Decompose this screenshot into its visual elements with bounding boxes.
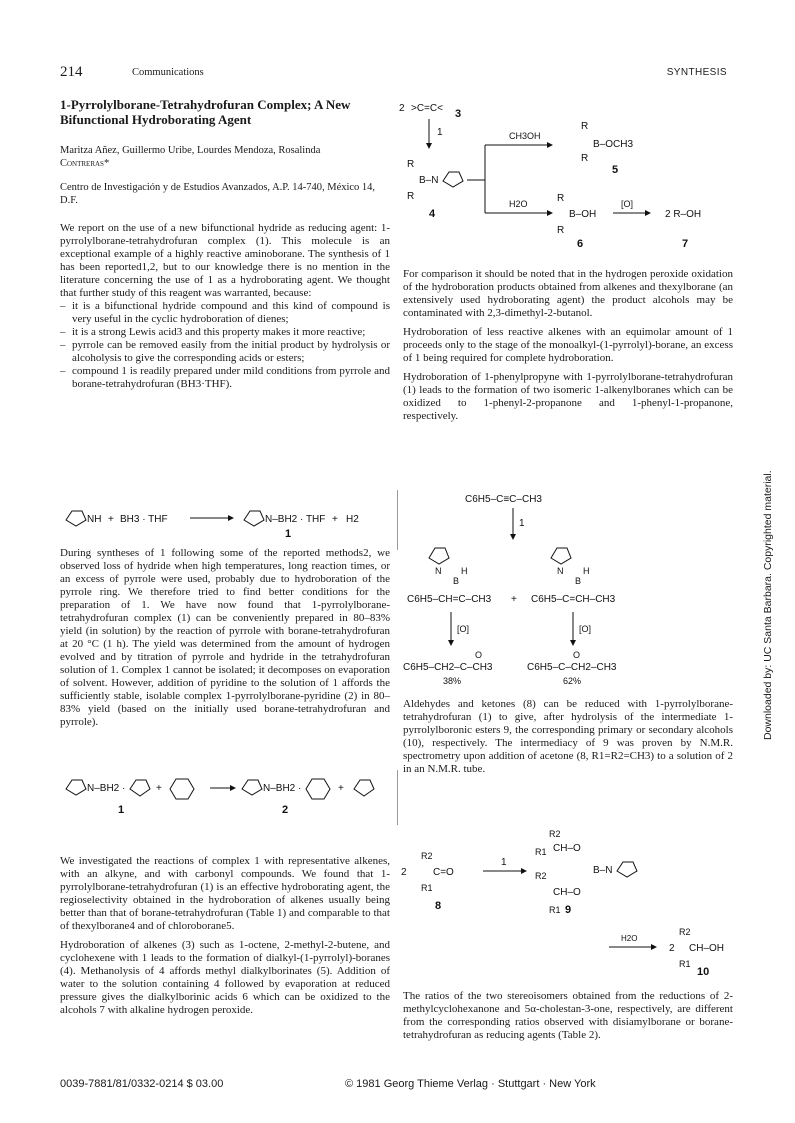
scheme-carbonyl-reduction xyxy=(397,825,737,985)
list-item: – it is a bifunctional hydride compound and this kind of compound is very useful in the cyclic hydroboration of dienes; xyxy=(60,300,390,325)
reagent-label: [O] xyxy=(621,199,634,209)
arrow-head-icon xyxy=(645,210,651,216)
bn-group: B–N xyxy=(593,865,613,876)
r2-group: R2 xyxy=(421,851,433,861)
article-title: 1-Pyrrolylborane-Tetrahydrofuran Complex; A New Bifunctional Hydroborating Agent xyxy=(60,97,351,127)
arrow-head-icon xyxy=(228,515,234,521)
r-group: R xyxy=(407,159,415,170)
plus-sign: + xyxy=(108,514,114,525)
author-line: Contreras* xyxy=(60,158,110,169)
r-group: R xyxy=(557,193,565,204)
reactant-1: N–BH2 · xyxy=(87,783,126,794)
list-item: – pyrrole can be removed easily from the initial product by hydrolysis or alcoholysis to give the corresponding acids or esters; xyxy=(60,339,390,364)
paragraph: Hydroboration of less reactive alkenes with an equimolar amount of 1 proceeds only to the stage of the monoalkyl-(1-pyrrolyl)-borane, an excess of 1 being required for complete hydroboration. xyxy=(403,326,733,364)
author-list xyxy=(60,144,390,170)
page-number: 214 xyxy=(60,64,83,80)
r-group: R xyxy=(581,121,589,132)
pyrrole-ring-icon xyxy=(242,780,262,795)
bn-group: B–N xyxy=(419,175,439,186)
reagent-nh: NH xyxy=(87,514,102,525)
r2-group: R2 xyxy=(549,829,561,839)
r2-group: R2 xyxy=(679,927,691,937)
r2-group: R2 xyxy=(535,871,547,881)
download-watermark: Downloaded by: UC Santa Barbara. Copyrighted material. xyxy=(762,470,774,740)
plus-sign: + xyxy=(338,783,344,794)
journal-name: SYNTHESIS xyxy=(666,67,727,78)
alkenylborane-2: C6H5–C=CH–CH3 xyxy=(531,594,616,605)
ketone-1: C6H5–CH2–C–CH3 xyxy=(403,662,493,673)
compound-label: 1 xyxy=(118,804,125,816)
r-group: R xyxy=(581,153,589,164)
list-item: – compound 1 is readily prepared under mild conditions from pyrrole and borane-tetrahydrofuran (BH3·THF). xyxy=(60,365,390,390)
pyridine-ring-icon xyxy=(306,779,330,799)
plus-sign: + xyxy=(156,783,162,794)
compound-label: 10 xyxy=(697,966,710,978)
alkenylborane-1: C6H5–CH=C–CH3 xyxy=(407,594,492,605)
reagent-label: [O] xyxy=(579,624,592,634)
ketone-2: C6H5–C–CH2–CH3 xyxy=(527,662,617,673)
paragraph: Hydroboration of alkenes (3) such as 1-octene, 2-methyl-2-butene, and cyclohexene with 1 leads to the formation of dialkyl-(1-pyrrolyl)-boranes (4). Methanolysis of 4 affords methyl dialkylborinates (5). Addition of water to the solution containing 4 followed by evaporation at reduced pressure gives the dialkylborinic acids 6 which can be oxidized to the alcohols 7 with alkaline hydrogen peroxide. xyxy=(60,939,390,1016)
pyrrole-ring-icon xyxy=(617,862,637,877)
plus-sign: + xyxy=(332,514,338,525)
compound-label: 3 xyxy=(455,108,462,120)
intro-block xyxy=(60,222,390,391)
intro-paragraph: We report on the use of a new bifunctional hydride as reducing agent: 1-pyrrolylborane-tetrahydrofuran complex (1). This molecule is an exceptional example of a highly reactive aminoborane. The synthesis of 1 has been reported1,2, but to our knowledge there is no mention in the literature concerning the use of 1 as a hydroborating agent. We thought that further study of this reagent was warranted, because: xyxy=(60,222,390,299)
publisher-line: © 1981 Georg Thieme Verlag · Stuttgart · New York xyxy=(345,1078,596,1090)
reagent-label: 1 xyxy=(437,127,443,138)
reagent-label: [O] xyxy=(457,624,470,634)
affiliation: Centro de Investigación y de Estudios Avanzados, A.P. 14-740, México 14, D.F. xyxy=(60,182,376,206)
atom-h: H xyxy=(461,566,468,576)
product-2: N–BH2 · xyxy=(263,783,302,794)
compound-label: 2 xyxy=(282,804,289,816)
compound-label: 8 xyxy=(435,900,442,912)
section-name: Communications xyxy=(132,67,204,78)
atom-n: N xyxy=(557,566,564,576)
bullet-text: it is a bifunctional hydride compound and this kind of compound is very useful in the cyclic hydroboration of dienes; xyxy=(72,300,390,325)
text-block xyxy=(403,990,733,1042)
atom-b: B xyxy=(453,576,460,586)
pyridine-ring-icon xyxy=(170,779,194,799)
arrow-head-icon xyxy=(547,210,553,216)
hydrogen-gas: H2 xyxy=(346,514,359,525)
reagent-label: H2O xyxy=(621,934,638,943)
bullet-text: compound 1 is readily prepared under mild conditions from pyrrole and borane-tetrahydrofuran (BH3·THF). xyxy=(72,365,390,390)
compound-label: 7 xyxy=(682,238,689,250)
arrow-head-icon xyxy=(510,534,516,540)
arrow-head-icon xyxy=(230,785,236,791)
pyrrole-ring-icon xyxy=(244,511,264,526)
yield-1: 38% xyxy=(443,676,462,685)
bullet-text: it is a strong Lewis acid3 and this property makes it more reactive; xyxy=(72,326,366,338)
compound-label: 5 xyxy=(612,164,619,176)
column-divider xyxy=(397,490,398,550)
alkyne-formula: C6H5–C≡C–CH3 xyxy=(465,494,542,505)
paragraph: Hydroboration of 1-phenylpropyne with 1-pyrrolylborane-tetrahydrofuran (1) leads to the formation of two isomeric 1-alkenylboranes which can be oxidized to 1-phenyl-2-propanone and 1-phenyl-1-propanone, respectively. xyxy=(403,371,733,422)
reagent-bh3: BH3 · THF xyxy=(120,514,168,525)
product-5: B–OCH3 xyxy=(593,139,634,150)
product-6: B–OH xyxy=(569,209,597,220)
r-group: R xyxy=(557,225,565,236)
alcohol-product: CH–OH xyxy=(689,943,725,954)
compound-label: 1 xyxy=(285,528,292,540)
r-group: R xyxy=(407,191,415,202)
reagent-label: 1 xyxy=(501,857,507,868)
author-line: Maritza Añez, Guillermo Uribe, Lourdes Mendoza, Rosalinda xyxy=(60,145,321,156)
r1-group: R1 xyxy=(421,883,433,893)
pyrrole-ring-icon xyxy=(66,511,86,526)
scheme-pyrrole-borane xyxy=(60,500,390,540)
text-block xyxy=(403,698,733,776)
r1-group: R1 xyxy=(549,905,561,915)
compound-label: 6 xyxy=(577,238,584,250)
arrow-head-icon xyxy=(570,640,576,646)
column-divider xyxy=(397,770,398,825)
reagent-label: 1 xyxy=(519,518,525,529)
coefficient: 2 xyxy=(401,867,407,878)
product-7: 2 R–OH xyxy=(665,209,702,220)
thf-ring-icon xyxy=(130,780,150,796)
yield-2: 62% xyxy=(563,676,582,685)
pyrrole-ring-icon xyxy=(66,780,86,795)
thf-ring-icon xyxy=(354,780,374,796)
list-item: – it is a strong Lewis acid3 and this property makes it more reactive; xyxy=(60,326,366,338)
atom-b: B xyxy=(575,576,582,586)
compound-label: 4 xyxy=(429,208,436,220)
compound-label: 9 xyxy=(565,904,572,916)
arrow-head-icon xyxy=(448,640,454,646)
paragraph: During syntheses of 1 following some of the reported methods2, we observed loss of hydride when high temperatures, long reaction times, or an excess of pyrrole were used, probably due to hydroboration of the pyrrole ring. We therefore tried to find better conditions for the preparation of 1. We have now found that 1-pyrrolylborane-tetrahydrofuran complex (1) can be conveniently prepared in 80–83% yield (in solution) by the reaction of pyrrole with borane-tetrahydrofuran at 20 °C (1 h). The yield was determined from the amount of hydrogen evolved and by titration of pyrrole and hydride in the tetrahydrofuran solution of 1. Complex 1 cannot be isolated; it decomposes on evaporation of solvent. However, addition of pyridine to the solution of 1 affords the sufficiently stable, isolable complex 1-pyrrolylborane-pyridine (2) in 80–83% yield (based on the initially used borane-tetrahydrofuran and pyrrole). xyxy=(60,547,390,728)
text-block xyxy=(403,268,733,423)
scheme-hydroboration xyxy=(397,95,737,260)
bullet-text: pyrrole can be removed easily from the initial product by hydrolysis or alcoholysis to give the corresponding acids or esters; xyxy=(72,339,390,364)
reagent-label: H2O xyxy=(509,199,528,209)
atom-o: O xyxy=(475,650,483,660)
atom-n: N xyxy=(435,566,442,576)
carbonyl: C=O xyxy=(433,867,454,878)
atom-o: O xyxy=(573,650,581,660)
product-1: N–BH2 · THF xyxy=(265,514,326,525)
text-block xyxy=(60,855,390,1017)
paragraph: The ratios of the two stereoisomers obtained from the reductions of 2-methylcyclohexanone and 5α-cholestan-3-one, respectively, are different from the corresponding ratios observed with disiamylborane or borane-tetrahydrofuran as reducing agents (Table 2). xyxy=(403,990,733,1041)
r1-group: R1 xyxy=(535,847,547,857)
arrow-head-icon xyxy=(521,868,527,874)
arrow-head-icon xyxy=(426,143,432,149)
paragraph: For comparison it should be noted that in the hydrogen peroxide oxidation of the hydroboration products obtained from alkenes and thexylborane (an extensively used hydroborating agent) the product alcohols may be contaminated with 2,3-dimethyl-2-butanol. xyxy=(403,268,733,319)
alkene-structure: >C=C< xyxy=(411,103,443,114)
text-block xyxy=(60,547,390,729)
paragraph: We investigated the reactions of complex 1 with representative alkenes, with an alkyne, and with carbonyl compounds. We found that 1-pyrrolylborane-tetrahydrofuran (1) is an effective hydroborating agent, the regioselectivity obtained in the hydroboration of alkenes usually being better than that of borane-tetrahydrofuran (Table 1) and comparable to that of thexylborane4 and of chloroborane5. xyxy=(60,855,390,932)
scheme-pyridine-complex xyxy=(60,771,390,821)
scheme-alkyne-hydroboration xyxy=(403,490,733,685)
coefficient: 2 xyxy=(399,103,405,114)
reagent-label: CH3OH xyxy=(509,131,541,141)
coefficient: 2 xyxy=(669,943,675,954)
paragraph: Aldehydes and ketones (8) can be reduced with 1-pyrrolylborane-tetrahydrofuran (1) to give, after hydrolysis of the intermediate 1-pyrrolylboronic esters 9, the corresponding primary or secondary alcohols (10), respectively. The intermediacy of 9 was proven by N.M.R. spectrometry upon addition of acetone (8, R1=R2=CH3) to a solution of 2 in an N.M.R. tube. xyxy=(403,698,733,775)
pyrrole-ring-icon xyxy=(429,548,449,564)
arrow-head-icon xyxy=(547,142,553,148)
pyrrole-ring-icon xyxy=(443,172,463,187)
article-code: 0039-7881/81/0332-0214 $ 03.00 xyxy=(60,1078,224,1090)
pyrrole-ring-icon xyxy=(551,548,571,564)
boronic-ester-top: CH–O xyxy=(553,843,581,854)
atom-h: H xyxy=(583,566,590,576)
boronic-ester-bottom: CH–O xyxy=(553,887,581,898)
r1-group: R1 xyxy=(679,959,691,969)
arrow-head-icon xyxy=(651,944,657,950)
plus-sign: + xyxy=(511,594,517,605)
